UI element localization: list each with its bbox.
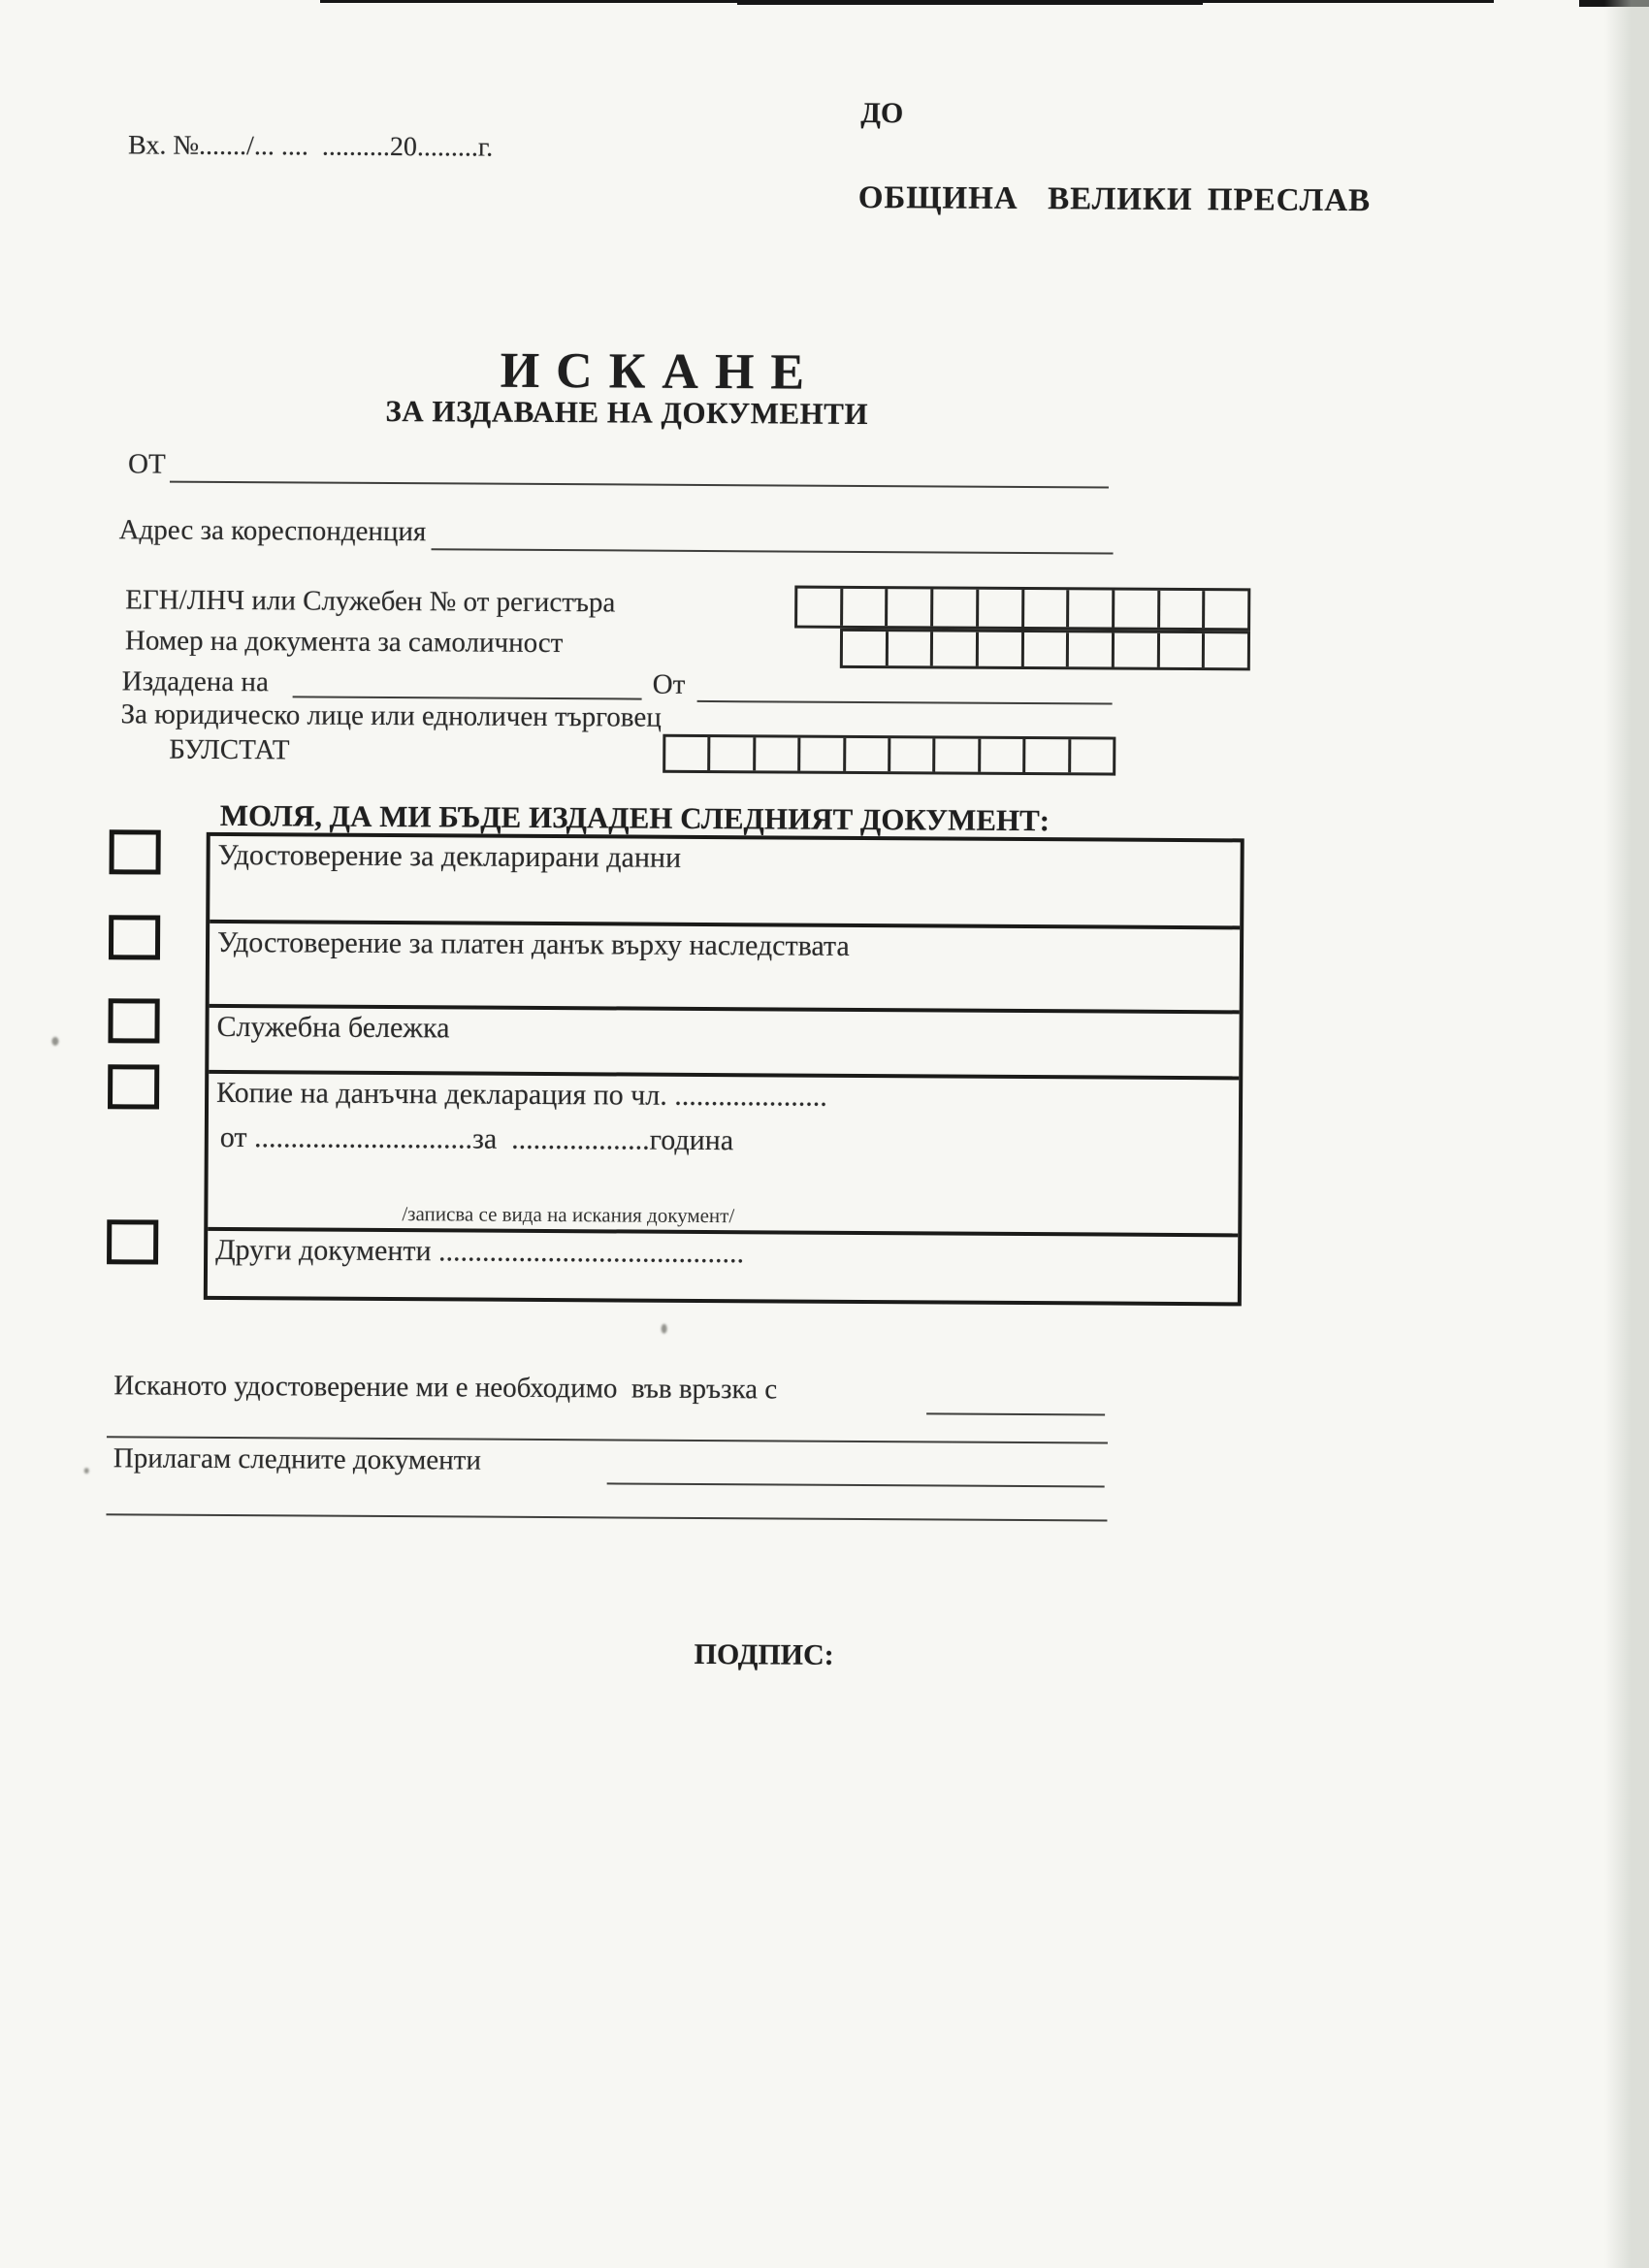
address-fill-line <box>432 548 1114 554</box>
legal-entity-label: За юридическо лице или едноличен търговец <box>120 698 662 733</box>
digit-cell[interactable] <box>933 589 979 626</box>
digit-cell[interactable] <box>890 738 936 771</box>
scan-speck <box>51 1037 58 1046</box>
issued-on-label: Издадена на <box>121 665 269 698</box>
digit-cell[interactable] <box>981 739 1026 772</box>
digit-cell[interactable] <box>933 632 979 665</box>
option-row <box>210 836 1241 925</box>
issued-by-fill-line <box>697 700 1113 705</box>
option-label: Копие на данъчна декларация по чл. ..................... <box>216 1076 827 1113</box>
digit-cell[interactable] <box>846 738 891 771</box>
attachments-fill-line <box>106 1513 1107 1521</box>
issued-by-label: От <box>652 668 686 700</box>
option-label: Удостоверение за платен данък върху наследствата <box>216 925 850 962</box>
digit-cell[interactable] <box>843 589 889 626</box>
digit-cell[interactable] <box>936 738 982 771</box>
digit-cell[interactable] <box>1071 739 1114 772</box>
option-label-line2: от ..............................за ...................година <box>219 1120 734 1157</box>
registration-number-line: Вх. №......./... .... ..........20.........г. <box>127 130 494 163</box>
option-row <box>210 920 1241 1010</box>
option-checkbox-2[interactable] <box>109 915 160 959</box>
address-label: Адрес за кореспонденция <box>118 514 427 548</box>
option-checkbox-5[interactable] <box>107 1219 158 1264</box>
digit-cell[interactable] <box>665 737 711 770</box>
digit-cell[interactable] <box>1069 590 1115 627</box>
attachments-label: Прилагам следните документи <box>113 1442 481 1476</box>
digit-cell[interactable] <box>1024 632 1070 666</box>
digit-cell[interactable] <box>797 589 843 626</box>
digit-cell[interactable] <box>1160 633 1206 667</box>
egn-grid[interactable] <box>794 586 1250 632</box>
purpose-fill-line-short <box>926 1412 1105 1415</box>
id-document-grid[interactable] <box>840 629 1250 671</box>
purpose-label: Исканото удостоверение ми е необходимо във връзка с <box>113 1370 778 1406</box>
digit-cell[interactable] <box>1160 591 1206 628</box>
addressee-label: ДО <box>860 96 904 130</box>
option-checkbox-3[interactable] <box>108 998 159 1043</box>
bulstat-grid[interactable] <box>663 734 1116 776</box>
digit-cell[interactable] <box>1205 591 1247 628</box>
option-row <box>208 1227 1238 1302</box>
scan-edge-artifact <box>1203 0 1494 3</box>
digit-cell[interactable] <box>843 632 889 665</box>
scan-speck <box>662 1324 667 1334</box>
document-options-table <box>204 832 1245 1307</box>
digit-cell[interactable] <box>1115 633 1160 667</box>
digit-cell[interactable] <box>1115 591 1160 628</box>
id-document-label: Номер на документа за самоличност <box>124 625 564 660</box>
attachments-fill-line-mid <box>607 1482 1105 1487</box>
option-checkbox-4[interactable] <box>108 1064 159 1109</box>
form-title: И С К А Н Е <box>500 342 807 401</box>
digit-cell[interactable] <box>1205 633 1247 667</box>
signature-label: ПОДПИС: <box>694 1637 834 1671</box>
option-label: Други документи .......................................... <box>215 1233 745 1270</box>
digit-cell[interactable] <box>800 738 846 771</box>
option-checkbox-1[interactable] <box>109 829 160 874</box>
bulstat-label: БУЛСТАТ <box>169 733 290 766</box>
digit-cell[interactable] <box>756 737 801 770</box>
from-label: ОТ <box>127 448 166 480</box>
option-label: Удостоверение за декларирани данни <box>217 838 682 874</box>
from-fill-line <box>170 481 1109 489</box>
scan-speck <box>84 1468 89 1474</box>
form-subtitle: ЗА ИЗДАВАНЕ НА ДОКУМЕНТИ <box>385 393 869 432</box>
egn-label: ЕГН/ЛНЧ или Служебен № от регистъра <box>125 584 616 619</box>
digit-cell[interactable] <box>888 632 933 665</box>
option-row <box>208 1070 1239 1233</box>
option-label: Служебна бележка <box>216 1010 450 1045</box>
digit-cell[interactable] <box>979 632 1024 666</box>
digit-cell[interactable] <box>1024 590 1070 627</box>
document-type-note: /записва се вида на искания документ/ <box>402 1202 735 1228</box>
request-heading: МОЛЯ, ДА МИ БЪДЕ ИЗДАДЕН СЛЕДНИЯТ ДОКУМЕНТ: <box>219 797 1051 838</box>
digit-cell[interactable] <box>888 589 933 626</box>
municipality-name: ОБЩИНА ВЕЛИКИ ПРЕСЛАВ <box>857 179 1372 219</box>
digit-cell[interactable] <box>711 737 757 770</box>
digit-cell[interactable] <box>1025 739 1071 772</box>
digit-cell[interactable] <box>979 590 1024 627</box>
digit-cell[interactable] <box>1069 632 1115 666</box>
option-row <box>209 1004 1239 1076</box>
